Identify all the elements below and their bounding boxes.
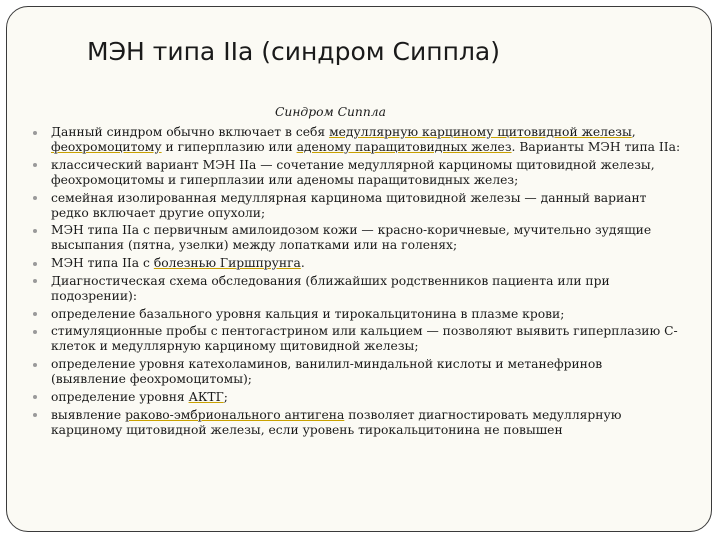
bullet-list: [51, 125, 681, 440]
inline-link[interactable]: аденому паращитовидных желез: [296, 140, 512, 155]
inline-link[interactable]: медуллярную карциному щитовидной железы: [329, 125, 632, 139]
bullet-text: выявление: [51, 407, 126, 422]
bullet-text: определение уровня катехоламинов, ванилил-миндальной кислоты и метанефринов (выявление феохромоцитомы);: [51, 357, 603, 387]
bullet-text: стимуляционные пробы с пентогастрином или кальцием — позволяют выявить гиперплазию С-клеток и медуллярную карциному щитовидной железы;: [51, 324, 678, 354]
bullet-item: [51, 274, 681, 304]
bullet-text: и гиперплазию или: [161, 140, 297, 155]
bullet-text: классический вариант МЭН IIa — сочетание медуллярной карциномы щитовидной железы, феохромоцитомы и гиперплазии или аденомы паращитовидных желез;: [51, 157, 655, 187]
inline-link[interactable]: АКТГ: [188, 389, 224, 404]
bullet-text: Данный синдром обычно включает в себя: [51, 125, 330, 139]
bullet-item: [51, 256, 681, 271]
bullet-item: [51, 408, 681, 438]
bullet-item: [51, 191, 681, 221]
bullet-text: семейная изолированная медуллярная карцинома щитовидной железы — данный вариант редко включает другие опухоли;: [51, 190, 647, 220]
bullet-item: [51, 125, 681, 155]
inline-link[interactable]: феохромоцитому: [51, 140, 162, 155]
section-heading: Синдром Сиппла: [275, 105, 386, 119]
bullet-item: [51, 223, 681, 253]
bullet-item: [51, 307, 681, 322]
bullet-text: определение базального уровня кальция и тирокальцитонина в плазме крови;: [51, 306, 565, 321]
slide-frame: [6, 6, 712, 532]
bullet-text: МЭН типа IIa с первичным амилоидозом кожи — красно-коричневые, мучительно зудящие высыпания (пятна, узелки) между лопатками или на голенях;: [51, 223, 652, 253]
bullet-text: ;: [223, 389, 228, 404]
bullet-item: [51, 158, 681, 188]
bullet-text: . Варианты МЭН типа IIa:: [511, 140, 681, 155]
inline-link[interactable]: болезнью Гиршпрунга: [153, 256, 301, 271]
bullet-text: МЭН типа IIa с: [51, 256, 154, 271]
inline-link[interactable]: раково-эмбрионального антигена: [125, 407, 345, 422]
bullet-item: [51, 390, 681, 405]
bullet-text: ,: [631, 125, 636, 139]
bullet-text: определение уровня: [51, 389, 189, 404]
bullet-item: [51, 357, 681, 387]
bullet-text: позволяет диагностировать медуллярную карциному щитовидной железы, если уровень тирокальцитонина не повышен: [51, 407, 622, 437]
slide-title: МЭН типа IIa (синдром Сиппла): [87, 37, 501, 66]
bullet-item: [51, 324, 681, 354]
bullet-text: .: [300, 256, 305, 271]
bullet-text: Диагностическая схема обследования (ближайших родственников пациента или при подозрении):: [51, 273, 610, 303]
